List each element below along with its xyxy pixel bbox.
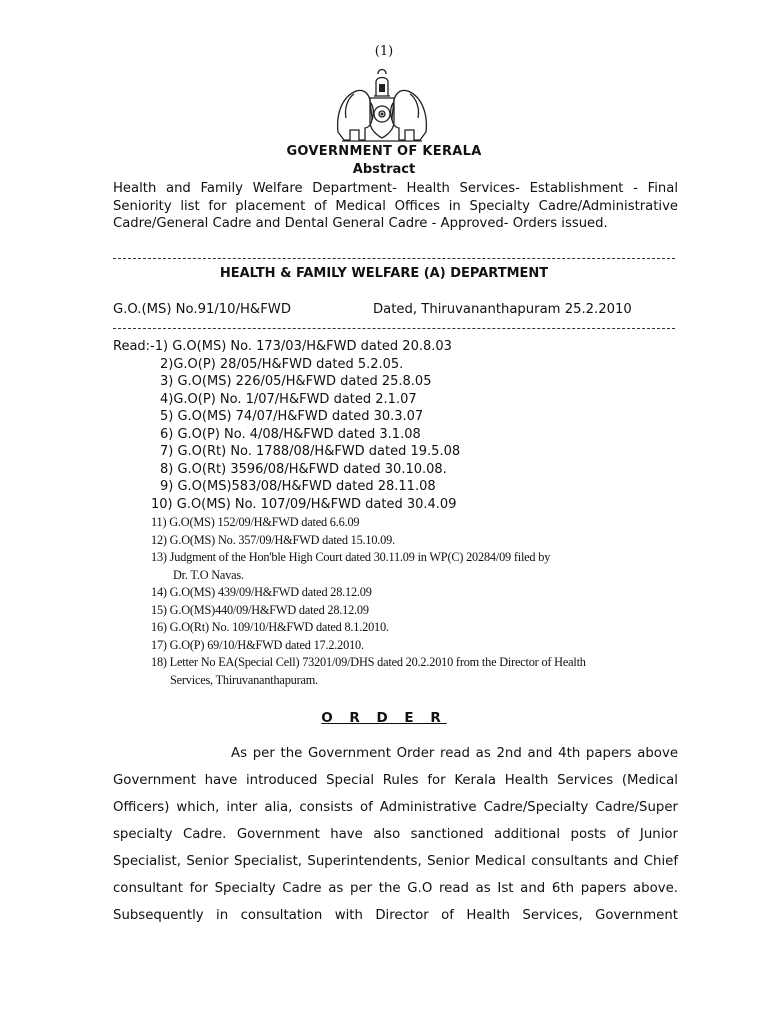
- abstract-subject: Health and Family Welfare Department- Health Services- Establishment - Final Seniority list for placement of Medical Offices in Specialty Cadre/Administrative Cadre/General Cadre and Dental General Cadre - Approved- Orders issued.: [113, 181, 678, 232]
- read-item: 10) G.O(MS) No. 107/09/H&FWD dated 30.4.09: [151, 496, 457, 512]
- page-number: (1): [374, 44, 394, 59]
- read-item: 16) G.O(Rt) No. 109/10/H&FWD dated 8.1.2010.: [151, 620, 389, 634]
- read-item: 7) G.O(Rt) No. 1788/08/H&FWD dated 19.5.08: [160, 444, 461, 459]
- kerala-state-emblem-icon: [332, 62, 432, 144]
- separator-line: [113, 258, 675, 259]
- read-item: 9) G.O(MS)583/08/H&FWD dated 28.11.08: [160, 479, 436, 494]
- order-heading: O R D E R: [321, 710, 447, 726]
- separator-line: [113, 328, 675, 329]
- go-number: G.O.(MS) No.91/10/H&FWD: [113, 302, 291, 317]
- read-item: Read:-1) G.O(MS) No. 173/03/H&FWD dated 20.8.03: [113, 339, 452, 354]
- order-body-paragraph: As per the Government Order read as 2nd and 4th papers above Government have introduced Special Rules for Kerala Health Services (Medical Officers) which, inter alia, consists of Administrative Cadre/Specialty Cadre/Super specialty Cadre. Government have also sanctioned additional posts of Junior Specialist, Senior Specialist, Superintendents, Senior Medical consultants and Chief consultant for Specialty Cadre as per the G.O read as Ist and 6th papers above. Subsequently in consultation with Director of Health Services, Government: [113, 746, 678, 923]
- read-item: 18) Letter No EA(Special Cell) 73201/09/DHS dated 20.2.2010 from the Director of Health: [151, 655, 586, 669]
- read-item: 13) Judgment of the Hon'ble High Court dated 30.11.09 in WP(C) 20284/09 filed by: [151, 550, 551, 564]
- read-item: 3) G.O(MS) 226/05/H&FWD dated 25.8.05: [160, 374, 432, 389]
- read-item: 5) G.O(MS) 74/07/H&FWD dated 30.3.07: [160, 409, 424, 424]
- read-item: 4)G.O(P) No. 1/07/H&FWD dated 2.1.07: [160, 391, 417, 407]
- government-title: GOVERNMENT OF KERALA: [286, 144, 482, 159]
- read-item: 12) G.O(MS) No. 357/09/H&FWD dated 15.10.09.: [151, 532, 395, 547]
- read-item: 14) G.O(MS) 439/09/H&FWD dated 28.12.09: [151, 585, 372, 599]
- read-item: Services, Thiruvananthapuram.: [170, 672, 318, 687]
- department-title: HEALTH & FAMILY WELFARE (A) DEPARTMENT: [219, 266, 549, 281]
- abstract-label: Abstract: [352, 162, 416, 177]
- read-item: 11) G.O(MS) 152/09/H&FWD dated 6.6.09: [151, 515, 360, 529]
- read-item: 17) G.O(P) 69/10/H&FWD dated 17.2.2010.: [151, 637, 364, 652]
- read-item: Dr. T.O Navas.: [173, 567, 244, 582]
- go-number-line: [113, 302, 678, 317]
- read-item: 6) G.O(P) No. 4/08/H&FWD dated 3.1.08: [160, 426, 421, 442]
- read-item: 8) G.O(Rt) 3596/08/H&FWD dated 30.10.08.: [160, 461, 447, 477]
- read-item: 15) G.O(MS)440/09/H&FWD dated 28.12.09: [151, 602, 369, 617]
- go-date: Dated, Thiruvananthapuram 25.2.2010: [373, 302, 632, 317]
- read-item: 2)G.O(P) 28/05/H&FWD dated 5.2.05.: [160, 356, 404, 372]
